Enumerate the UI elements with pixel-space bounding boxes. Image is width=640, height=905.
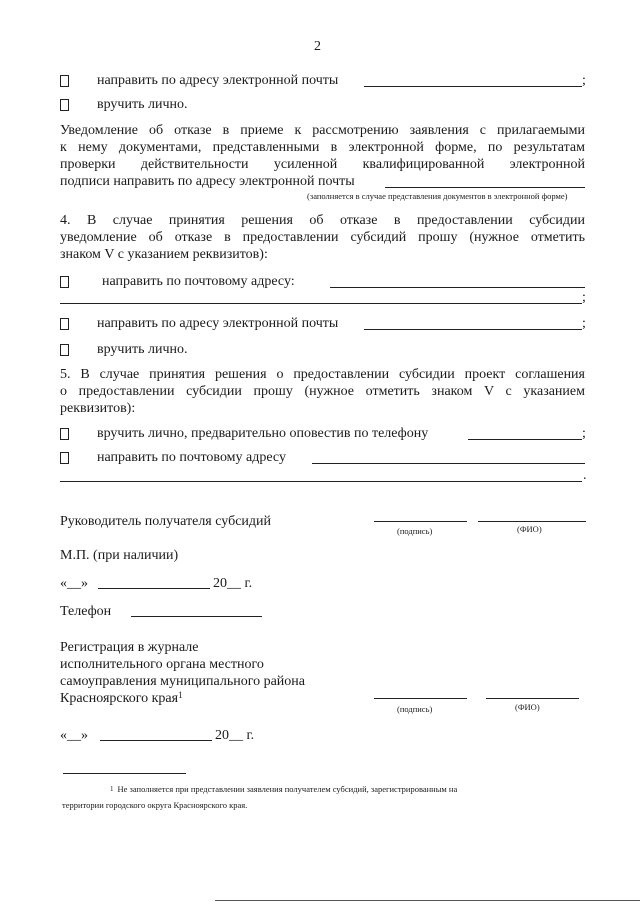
refusal-personal-label: вручить лично. [97,342,188,357]
refusal-post-input-line-2[interactable] [60,303,582,304]
registration-line-1: Регистрация в журнале [60,640,199,655]
page-number: 2 [314,39,321,54]
section5-line-1: 5. В случае принятия решения о предоставлении субсидии проект соглашения [60,367,585,382]
registration-line-4 [60,690,183,707]
notice-line-2: к нему документами, представленными в электронной форме, по результатам [60,140,585,155]
footnote-line-2: территории городского округа Красноярского края. [62,800,248,810]
registration-line-2: исполнительного органа местного [60,657,264,672]
checkbox-personal-notice[interactable] [60,99,69,111]
section5-line-3: реквизитов): [60,401,136,416]
agreement-post-label: направить по почтовому адресу [97,450,286,465]
section4-line-2: уведомление об отказе в предоставлении субсидий прошу (нужное отметить [60,230,585,245]
registration-date-month-line[interactable] [100,740,212,741]
notice-line-1: Уведомление об отказе в приеме к рассмотрению заявления с прилагаемыми [60,123,585,138]
checkbox-agreement-post[interactable] [60,452,69,464]
refusal-email-input-line[interactable] [364,329,582,330]
checkbox-refusal-post[interactable] [60,276,69,288]
section5-line-2: о предоставлении субсидии прошу (нужное отметить знаком V с указанием [60,384,585,399]
phone-label: Телефон [60,604,112,619]
punct: ; [582,290,586,305]
section4-line-1: 4. В случае принятия решения об отказе в предоставлении субсидии [60,213,585,228]
registration-name-line[interactable] [486,698,579,699]
date-day: «__» [60,576,88,591]
registration-date-year: 20__ г. [215,728,255,743]
registration-signature-line[interactable] [374,698,467,699]
head-label: Руководитель получателя субсидий [60,514,272,529]
date-year: 20__ г. [213,576,253,591]
refusal-post-label: направить по почтовому адресу: [102,274,295,289]
checkbox-refusal-email[interactable] [60,318,69,330]
head-name-line[interactable] [478,521,586,522]
punct: ; [582,316,586,331]
registration-line-3: самоуправления муниципального района [60,674,306,689]
registration-date-day: «__» [60,728,88,743]
footnote-ref: 1 [178,690,183,700]
notice-caption: (заполняется в случае представления документов в электронной форме) [307,191,568,201]
option-email-label: направить по адресу электронной почты [97,73,339,88]
footnote-separator [63,773,186,774]
agreement-personal-label: вручить лично, предварительно оповестив по телефону [97,426,429,441]
punct: . [583,468,587,483]
footnote-mark: 1 [110,785,114,793]
checkbox-refusal-personal[interactable] [60,344,69,356]
footnote-text-1: Не заполняется при представлении заявления получателем субсидий, зарегистрированным на [117,784,458,794]
punct: ; [582,426,586,441]
stamp-label: М.П. (при наличии) [60,548,179,563]
email-input-line[interactable] [364,86,582,87]
scan-edge [215,900,640,901]
registration-signature-caption: (подпись) [397,704,433,714]
section4-line-3: знаком V с указанием реквизитов): [60,247,268,262]
agreement-phone-input-line[interactable] [468,439,582,440]
head-signature-caption: (подпись) [397,526,433,536]
notice-line-3: проверки действительности усиленной квалифицированной электронной [60,157,585,172]
agreement-post-input-line-2[interactable] [60,481,582,482]
checkbox-agreement-personal[interactable] [60,428,69,440]
registration-line-4-text: Красноярского края [60,691,179,706]
agreement-post-input-line-1[interactable] [312,463,585,464]
refusal-email-label: направить по адресу электронной почты [97,316,339,331]
head-name-caption: (ФИО) [517,524,542,534]
head-signature-line[interactable] [374,521,467,522]
notice-email-input-line[interactable] [385,187,585,188]
registration-name-caption: (ФИО) [515,702,540,712]
date-month-line[interactable] [98,588,210,589]
punct: ; [582,73,586,88]
footnote-line-1 [110,784,595,794]
notice-line-4: подписи направить по адресу электронной почты [60,174,355,189]
checkbox-email-notice[interactable] [60,75,69,87]
refusal-post-input-line-1[interactable] [330,287,585,288]
phone-input-line[interactable] [131,616,262,617]
option-personal-label: вручить лично. [97,97,188,112]
